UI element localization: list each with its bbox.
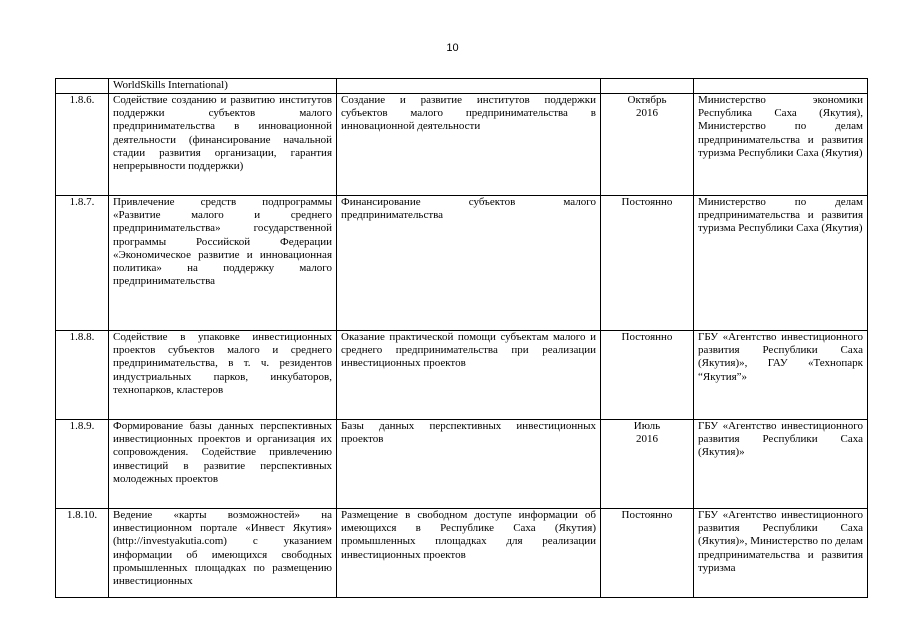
- measure-cell: Содействие созданию и развитию институтов поддержки субъектов малого предпринимательства в инновационной деятельности (финансирование начальной стадии развития организации, гарантия непрерывности поддержки): [109, 94, 337, 196]
- term-cell: Октябрь 2016: [601, 94, 694, 196]
- result-cell: Финансирование субъектов малого предпринимательства: [337, 196, 601, 331]
- table-row: [56, 331, 868, 420]
- responsible-cell: [694, 79, 868, 94]
- row-number: 1.8.10.: [56, 509, 109, 598]
- term-cell: Постоянно: [601, 196, 694, 331]
- row-number: 1.8.8.: [56, 331, 109, 420]
- result-cell: Создание и развитие институтов поддержки субъектов малого предпринимательства в инновационной деятельности: [337, 94, 601, 196]
- measure-cell: Ведение «карты возможностей» на инвестиционном портале «Инвест Якутия» (http://investyakutia.com) с указанием информации об имеющихся свободных промышленных площадках по размещению инвестиционных: [109, 509, 337, 598]
- result-cell: Базы данных перспективных инвестиционных проектов: [337, 420, 601, 509]
- table-row: [56, 196, 868, 331]
- responsible-cell: Министерство по делам предпринимательства и развития туризма Республики Саха (Якутия): [694, 196, 868, 331]
- responsible-cell: ГБУ «Агентство инвестиционного развития Республики Саха (Якутия)», Министерство по делам предпринимательства и развития туризма: [694, 509, 868, 598]
- action-plan-table: [55, 78, 868, 598]
- table-row: [56, 420, 868, 509]
- row-number: 1.8.6.: [56, 94, 109, 196]
- result-cell: Размещение в свободном доступе информации об имеющихся в Республике Саха (Якутия) промышленных площадках для реализации инвестиционных проектов: [337, 509, 601, 598]
- term-cell: Постоянно: [601, 331, 694, 420]
- row-number: 1.8.7.: [56, 196, 109, 331]
- measure-cell: Формирование базы данных перспективных инвестиционных проектов и организация их сопровождения. Содействие привлечению инвестиций в развитие перспективных молодежных проектов: [109, 420, 337, 509]
- measure-cell: WorldSkills International): [109, 79, 337, 94]
- row-number: [56, 79, 109, 94]
- table-row: [56, 509, 868, 598]
- responsible-cell: ГБУ «Агентство инвестиционного развития Республики Саха (Якутия)», ГАУ «Технопарк “Якутия”»: [694, 331, 868, 420]
- term-cell: Постоянно: [601, 509, 694, 598]
- table-row: [56, 79, 868, 94]
- term-cell: Июль 2016: [601, 420, 694, 509]
- measure-cell: Содействие в упаковке инвестиционных проектов субъектов малого и среднего предпринимательства, в т. ч. резидентов индустриальных парков, инкубаторов, технопарков, кластеров: [109, 331, 337, 420]
- result-cell: [337, 79, 601, 94]
- responsible-cell: ГБУ «Агентство инвестиционного развития Республики Саха (Якутия)»: [694, 420, 868, 509]
- page-number: 10: [446, 42, 459, 54]
- measure-cell: Привлечение средств подпрограммы «Развитие малого и среднего предпринимательства» государственной программы Российской Федерации «Экономическое развитие и инновационная политика» на поддержку малого предпринимательства: [109, 196, 337, 331]
- responsible-cell: Министерство экономики Республика Саха (Якутия), Министерство по делам предпринимательства и развития туризма Республики Саха (Якутия): [694, 94, 868, 196]
- row-number: 1.8.9.: [56, 420, 109, 509]
- term-cell: [601, 79, 694, 94]
- result-cell: Оказание практической помощи субъектам малого и среднего предпринимательства при реализации инвестиционных проектов: [337, 331, 601, 420]
- table-row: [56, 94, 868, 196]
